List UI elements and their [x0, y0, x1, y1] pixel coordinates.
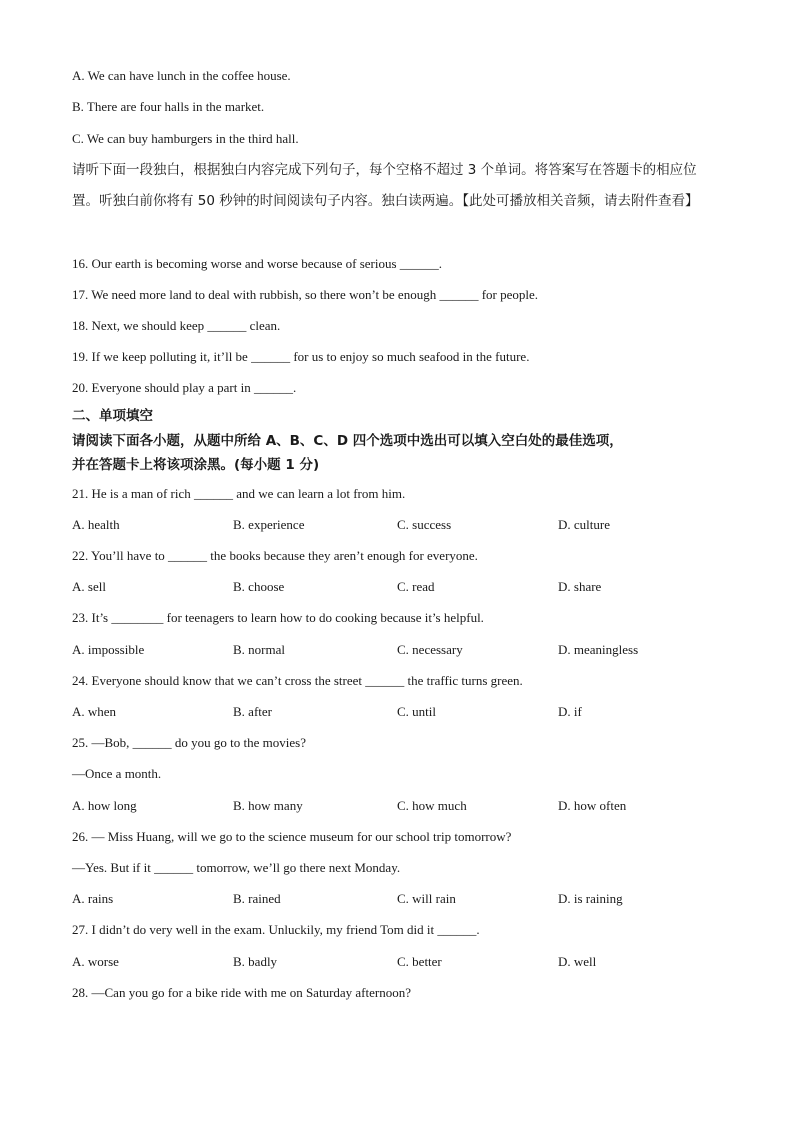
- question-27: 27. I didn’t do very well in the exam. Unluckily, my friend Tom did it ______.: [72, 922, 480, 937]
- question-26-reply: —Yes. But if it ______ tomorrow, we’ll go there next Monday.: [72, 860, 401, 875]
- listening-instructions-line1: 请听下面一段独白，根据独白内容完成下列句子，每个空格不超过 3 个单词。将答案写在答题卡的相应位: [72, 162, 697, 178]
- q22-option-b: B. choose: [233, 579, 285, 594]
- question-20: 20. Everyone should play a part in ______.: [72, 380, 297, 395]
- listening-option-c: C. We can buy hamburgers in the third hall.: [72, 131, 299, 146]
- question-21: 21. He is a man of rich ______ and we can learn a lot from him.: [72, 486, 406, 501]
- q24-option-a: A. when: [72, 704, 117, 719]
- q27-option-b: B. badly: [233, 954, 278, 969]
- listening-option-a: A. We can have lunch in the coffee house.: [72, 68, 291, 83]
- listening-option-b: B. There are four halls in the market.: [72, 99, 265, 114]
- q25-option-c: C. how much: [397, 798, 467, 813]
- q23-option-d: D. meaningless: [558, 642, 639, 657]
- q26-option-a: A. rains: [72, 891, 114, 906]
- question-18: 18. Next, we should keep ______ clean.: [72, 318, 281, 333]
- q23-option-c: C. necessary: [397, 642, 463, 657]
- listening-instructions-line2: 置。听独白前你将有 50 秒钟的时间阅读句子内容。独白读两遍。【此处可播放相关音频，请去附件查看】: [72, 193, 699, 209]
- q23-option-b: B. normal: [233, 642, 285, 657]
- question-16: 16. Our earth is becoming worse and worse because of serious ______.: [72, 256, 443, 271]
- question-17: 17. We need more land to deal with rubbish, so there won’t be enough ______ for people.: [72, 287, 539, 302]
- q23-option-a: A. impossible: [72, 642, 145, 657]
- q24-option-c: C. until: [397, 704, 437, 719]
- q27-option-c: C. better: [397, 954, 442, 969]
- q27-option-a: A. worse: [72, 954, 119, 969]
- question-22: 22. You’ll have to ______ the books because they aren’t enough for everyone.: [72, 548, 478, 563]
- q21-option-b: B. experience: [233, 517, 305, 532]
- q27-option-d: D. well: [558, 954, 597, 969]
- q24-option-d: D. if: [558, 704, 582, 719]
- q22-option-d: D. share: [558, 579, 602, 594]
- q24-option-b: B. after: [233, 704, 272, 719]
- q26-option-d: D. is raining: [558, 891, 623, 906]
- q22-option-a: A. sell: [72, 579, 106, 594]
- q22-option-c: C. read: [397, 579, 435, 594]
- question-25: 25. —Bob, ______ do you go to the movies?: [72, 735, 306, 750]
- q25-option-b: B. how many: [233, 798, 303, 813]
- question-26: 26. — Miss Huang, will we go to the science museum for our school trip tomorrow?: [72, 829, 512, 844]
- question-23: 23. It’s ________ for teenagers to learn how to do cooking because it’s helpful.: [72, 610, 484, 625]
- q21-option-a: A. health: [72, 517, 120, 532]
- q21-option-d: D. culture: [558, 517, 610, 532]
- question-19: 19. If we keep polluting it, it’ll be ______ for us to enjoy so much seafood in the future.: [72, 349, 530, 364]
- section-instructions-line2: 并在答题卡上将该项涂黑。(每小题 1 分): [72, 457, 320, 473]
- q25-option-d: D. how often: [558, 798, 627, 813]
- section-instructions-line1: 请阅读下面各小题，从题中所给 A、B、C、D 四个选项中选出可以填入空白处的最佳选项，: [72, 433, 623, 449]
- q25-option-a: A. how long: [72, 798, 137, 813]
- q26-option-b: B. rained: [233, 891, 281, 906]
- question-25-reply: —Once a month.: [72, 766, 162, 781]
- section-title: 二、单项填空: [72, 408, 153, 424]
- q26-option-c: C. will rain: [397, 891, 456, 906]
- q21-option-c: C. success: [397, 517, 452, 532]
- question-28: 28. —Can you go for a bike ride with me on Saturday afternoon?: [72, 985, 411, 1000]
- question-24: 24. Everyone should know that we can’t cross the street ______ the traffic turns green.: [72, 673, 523, 688]
